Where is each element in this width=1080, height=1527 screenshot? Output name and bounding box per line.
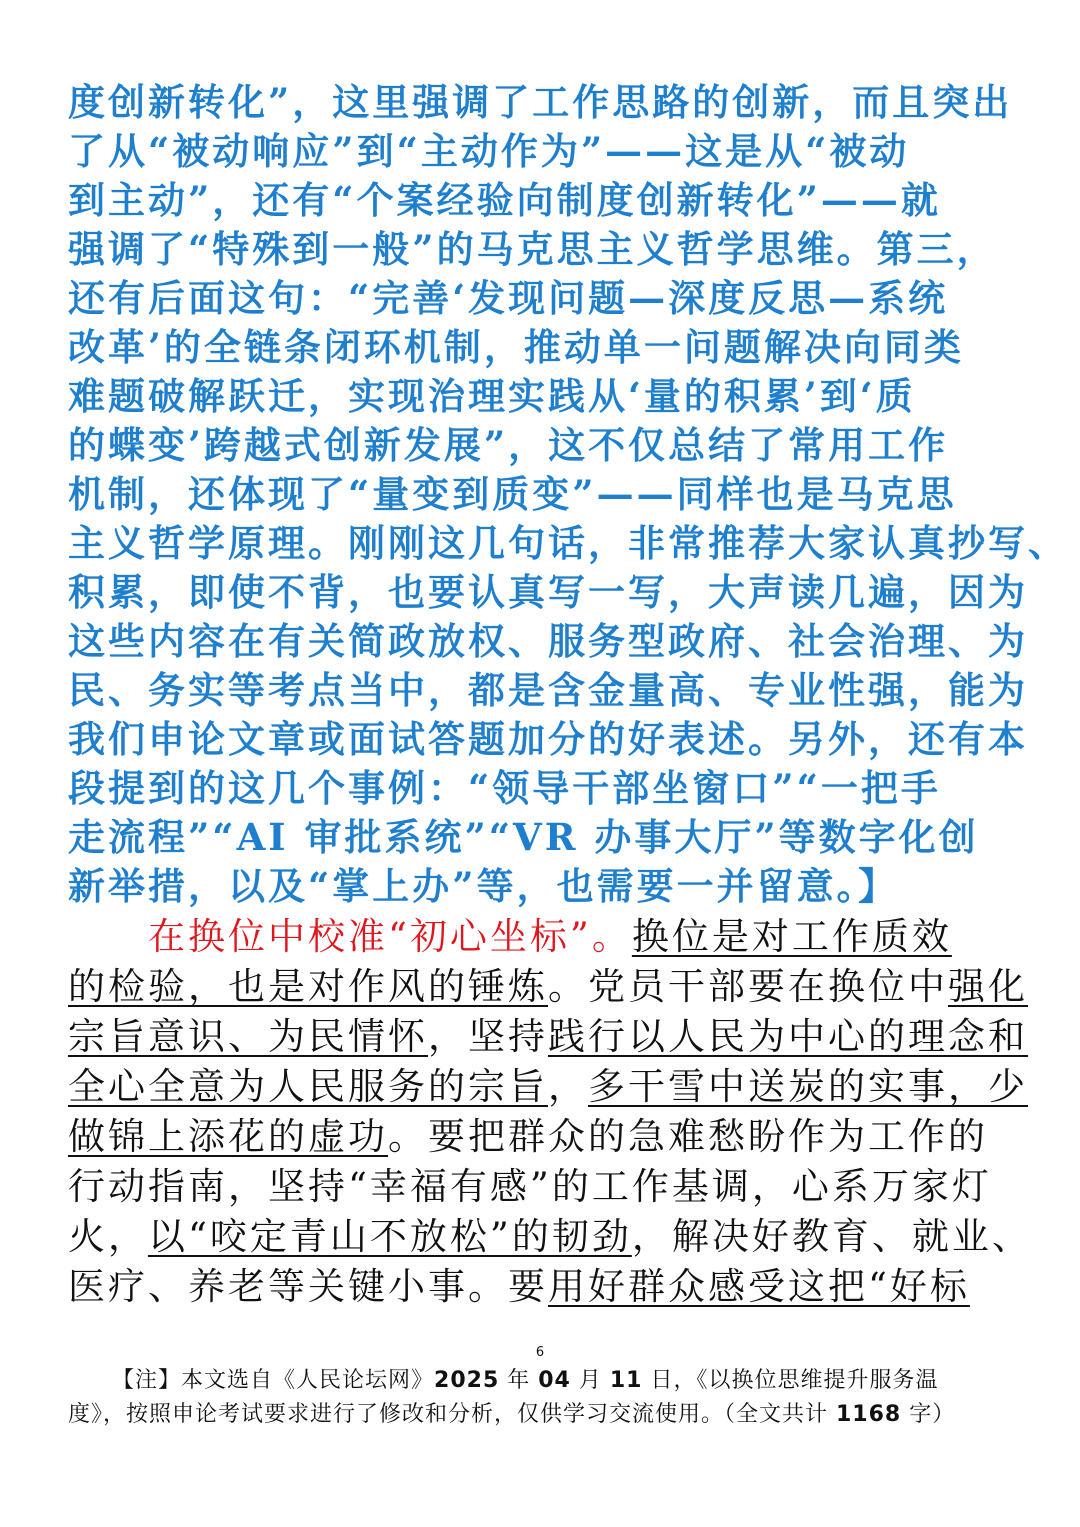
paragraph-line — [68, 962, 1028, 1012]
analysis-line: 度创新转化”，这里强调了工作思路的创新，而且突出 — [68, 80, 1013, 124]
underlined-phrase: 践行以人民为中心的理念和 — [548, 1015, 1028, 1058]
text-run: 。党员干部要在换位中 — [548, 965, 948, 1008]
note-day: 11 — [609, 1368, 643, 1393]
analysis-commentary — [68, 78, 1068, 911]
analysis-line: 还有后面这句：“完善‘发现问题—深度反思—系统 — [68, 276, 949, 320]
note-text: 字） — [901, 1402, 956, 1427]
paragraph-line — [68, 1012, 1028, 1062]
analysis-line: 强调了“特殊到一般”的马克思主义哲学思维。第三， — [68, 227, 997, 271]
underlined-phrase: 强化 — [948, 965, 1028, 1008]
text-run: ， — [548, 1065, 588, 1108]
text-run: 火， — [68, 1215, 148, 1258]
analysis-line: 难题破解跃迁，实现治理实践从‘量的积累’到‘质 — [68, 374, 916, 418]
note-month: 04 — [538, 1368, 571, 1393]
analysis-line: 到主动”，还有“个案经验向制度创新转化”——就 — [68, 178, 941, 222]
paragraph-line — [68, 1112, 1018, 1162]
analysis-line: 机制，还体现了“量变到质变”——同样也是马克思 — [68, 472, 957, 516]
underlined-phrase: 多干雪中送炭的实事，少 — [588, 1065, 1028, 1108]
note-line — [68, 1398, 1018, 1432]
analysis-line: 民、务实等考点当中，都是含金量高、专业性强，能为 — [68, 668, 1028, 712]
analysis-line: 的蝶变’跨越式创新发展”，这不仅总结了常用工作 — [68, 423, 949, 467]
underlined-phrase: 全心全意为人民服务的宗旨 — [68, 1065, 548, 1108]
note-text: 日，《以换位思维提升服务温 — [642, 1368, 939, 1393]
paragraph-line — [68, 912, 1018, 962]
note-line — [68, 1364, 1018, 1398]
source-note — [68, 1364, 1018, 1432]
paragraph-line — [68, 1062, 1028, 1112]
analysis-line: 段提到的这几个事例：“领导干部坐窗口”“一把手 — [68, 766, 941, 810]
paragraph-line — [68, 1262, 1018, 1312]
article-paragraph — [68, 912, 1032, 1312]
text-run: ，解决好教育、就业、 — [631, 1215, 1032, 1258]
analysis-line: 我们申论文章或面试答题加分的好表述。另外，还有本 — [68, 717, 1028, 761]
note-word-count: 1168 — [836, 1402, 902, 1427]
note-text: 度》，按照申论考试要求进行了修改和分析，仅供学习交流使用。（全文共计 — [68, 1402, 836, 1427]
analysis-line: 新举措，以及“掌上办”等，也需要一并留意。】 — [68, 864, 899, 908]
underlined-phrase: 换位是对工作质效 — [631, 915, 952, 958]
underlined-phrase: 的检验，也是对作风的锤炼 — [68, 965, 548, 1008]
note-text: 年 — [499, 1368, 539, 1393]
analysis-line: 主义哲学原理。刚刚这几句话，非常推荐大家认真抄写、 — [68, 521, 1068, 565]
note-text: 【注】本文选自《人民论坛网》 — [112, 1368, 435, 1393]
section-heading: 在换位中校准“初心坐标”。 — [148, 915, 632, 958]
note-year: 2025 — [434, 1368, 500, 1393]
page-number: 6 — [535, 1345, 545, 1360]
underlined-phrase: 宗旨意识、为民情怀 — [68, 1015, 428, 1058]
underlined-phrase: 以“咬定青山不放松”的韧劲 — [148, 1215, 632, 1258]
paragraph-line — [68, 1212, 1032, 1262]
underlined-phrase: 做锦上添花的虚功 — [68, 1115, 388, 1158]
analysis-line: 这些内容在有关简政放权、服务型政府、社会治理、为 — [68, 619, 1028, 663]
analysis-line: 了从“被动响应”到“主动作为”——这是从“被动 — [68, 129, 910, 173]
text-run: ，坚持 — [428, 1015, 548, 1058]
paragraph-line: 行动指南，坚持“幸福有感”的工作基调，心系万家灯 — [68, 1165, 992, 1208]
note-text: 月 — [570, 1368, 610, 1393]
text-run: 医疗、养老等关键小事。要 — [68, 1265, 548, 1308]
underlined-phrase: 用好群众感受这把“好标 — [548, 1265, 970, 1308]
analysis-line: 改革’的全链条闭环机制，推动单一问题解决向同类 — [68, 325, 964, 369]
analysis-line: 积累，即使不背，也要认真写一写，大声读几遍，因为 — [68, 570, 1028, 614]
text-run: 。要把群众的急难愁盼作为工作的 — [388, 1115, 988, 1158]
analysis-line: 走流程”“AI 审批系统”“VR 办事大厅”等数字化创 — [68, 815, 979, 859]
